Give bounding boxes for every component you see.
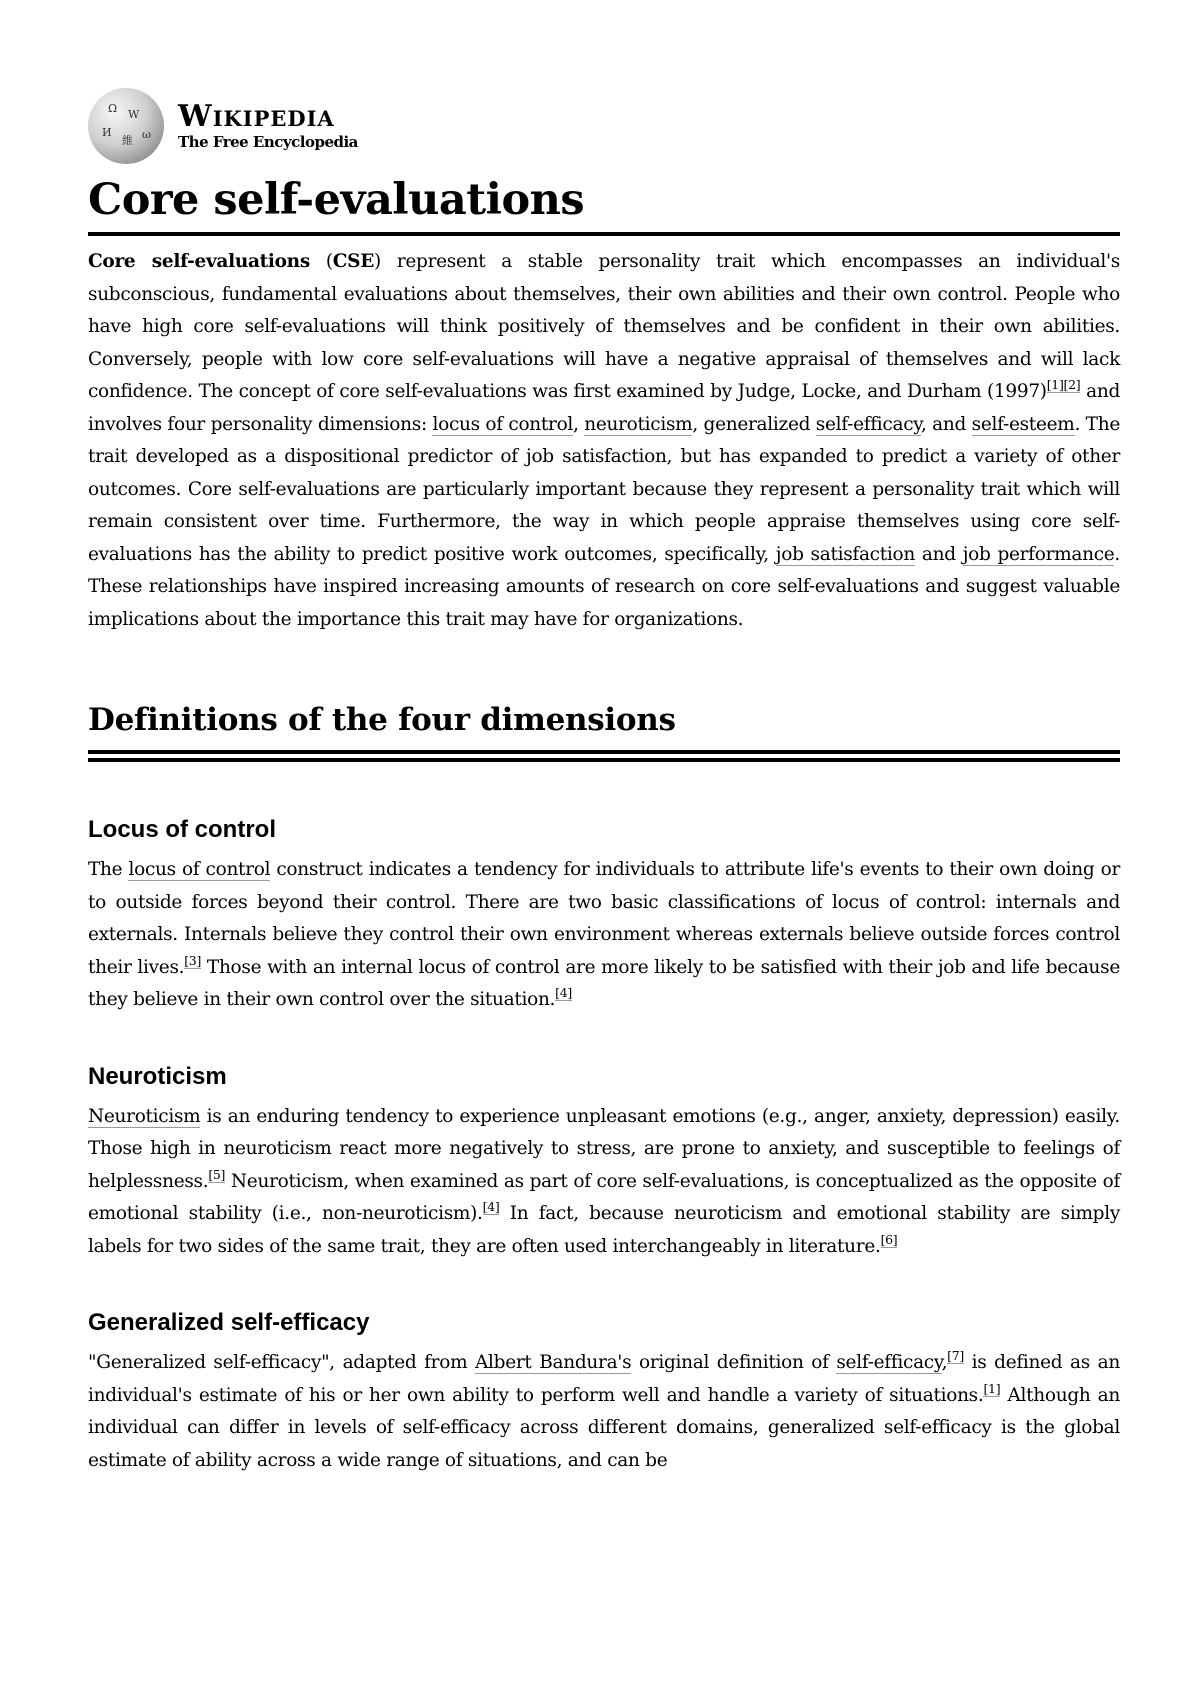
subsection-heading-neuroticism: Neuroticism [88, 1062, 227, 1090]
intro-bold-term: Core self-evaluations [88, 251, 310, 272]
wordmark-title: Wikipedia [178, 99, 335, 134]
citation-1[interactable]: [1] [1046, 377, 1064, 392]
link-job-satisfaction[interactable]: job satisfaction [775, 543, 915, 565]
citation-4b[interactable]: [4] [482, 1199, 500, 1214]
link-locus-of-control[interactable]: locus of control [432, 413, 574, 435]
subsection-generalized-self-efficacy [88, 1307, 1120, 1477]
link-neuroticism-2[interactable]: Neuroticism [88, 1105, 201, 1127]
neuroticism-paragraph: Neuroticism is an enduring tendency to experience unpleasant emotions (e.g., anger, anxiety, depression) easily. Those high in neuroticism react more negatively to stress, are prone to anxiety, and susceptible to feelings of helplessness.[5] Neuroticism, when examined as part of core self-evaluations, is conceptualized as the opposite of emotional stability (i.e., non-neuroticism).[4] In fact, because neuroticism and emotional stability are simply labels for two sides of the same trait, they are often used interchangeably in literature.[6] [88, 1105, 1120, 1257]
citation-5[interactable]: [5] [208, 1166, 226, 1182]
wordmark-tagline: The Free Encyclopedia [178, 133, 358, 151]
intro-bold-abbr: CSE [332, 251, 375, 272]
page-title: Core self-evaluations [88, 175, 585, 225]
section-divider [88, 750, 1120, 762]
title-divider [88, 232, 1120, 236]
wikipedia-globe-icon: Ω W И 維 ω [88, 88, 164, 164]
intro-paragraph: Core self-evaluations (CSE) represent a stable personality trait which encompasses an individual's subconscious, fundamental evaluations about themselves, their own abilities and their own control. People who have high core self-evaluations will think positively of themselves and be confident in their own abilities. Conversely, people with low core self-evaluations will have a negative appraisal of themselves and will lack confidence. The concept of core self-evaluations was first examined by Judge, Locke, and Durham (1997)[1][2] and involves four personality dimensions: locus of control, neuroticism, generalized self-efficacy, and self-esteem. The trait developed as a dispositional predictor of job satisfaction, but has expanded to predict a variety of other outcomes. Core self-evaluations are particularly important because they represent a personality trait which will remain consistent over time. Furthermore, the way in which people appraise themselves using core self-evaluations has the ability to predict positive work outcomes, specifically, job satisfaction and job performance. These relationships have inspired increasing amounts of research on core self-evaluations and suggest valuable implications about the importance this trait may have for organizations. [88, 251, 1120, 630]
citation-1b[interactable]: [1] [983, 1380, 1001, 1396]
locus-paragraph: The locus of control construct indicates a tendency for individuals to attribute life's events to their own doing or to outside forces beyond their control. There are two basic classifications of locus of control: internals and externals. Internals believe they control their own environment whereas externals believe outside forces control their lives.[3] Those with an internal locus of control are more likely to be satisfied with their job and life because they believe in their own control over the situation.[4] [88, 859, 1121, 1010]
link-job-performance[interactable]: job performance [962, 543, 1115, 565]
subsection-neuroticism [88, 1061, 1120, 1264]
link-self-efficacy-2[interactable]: self-efficacy [836, 1352, 942, 1373]
subsection-locus-of-control [88, 814, 1120, 1017]
link-self-esteem[interactable]: self-esteem [971, 413, 1075, 435]
citation-4[interactable]: [4] [555, 985, 572, 1000]
citation-6[interactable]: [6] [880, 1231, 898, 1247]
link-locus-of-control-2[interactable]: locus of control [128, 859, 271, 880]
subsection-heading-gse: Generalized self-efficacy [88, 1309, 370, 1336]
subsection-heading-locus: Locus of control [88, 816, 276, 843]
article-page [88, 88, 1120, 1477]
wikipedia-brand[interactable] [88, 88, 1120, 164]
link-neuroticism[interactable]: neuroticism [584, 413, 693, 435]
section-heading-definitions: Definitions of the four dimensions [88, 702, 676, 738]
citation-7[interactable]: [7] [947, 1348, 964, 1363]
citation-3[interactable]: [3] [184, 952, 202, 968]
link-self-efficacy[interactable]: self-efficacy [815, 413, 921, 435]
link-albert-bandura[interactable]: Albert Bandura's [475, 1352, 632, 1373]
citation-2[interactable]: [2] [1063, 377, 1081, 392]
wordmark [178, 101, 358, 151]
gse-paragraph: "Generalized self-efficacy", adapted from Albert Bandura's original definition of self-efficacy,[7] is defined as an individual's estimate of his or her own ability to perform well and handle a variety of situations.[1] Although an individual can differ in levels of self-efficacy across different domains, generalized self-efficacy is the global estimate of ability across a wide range of situations, and can be [88, 1348, 1121, 1471]
